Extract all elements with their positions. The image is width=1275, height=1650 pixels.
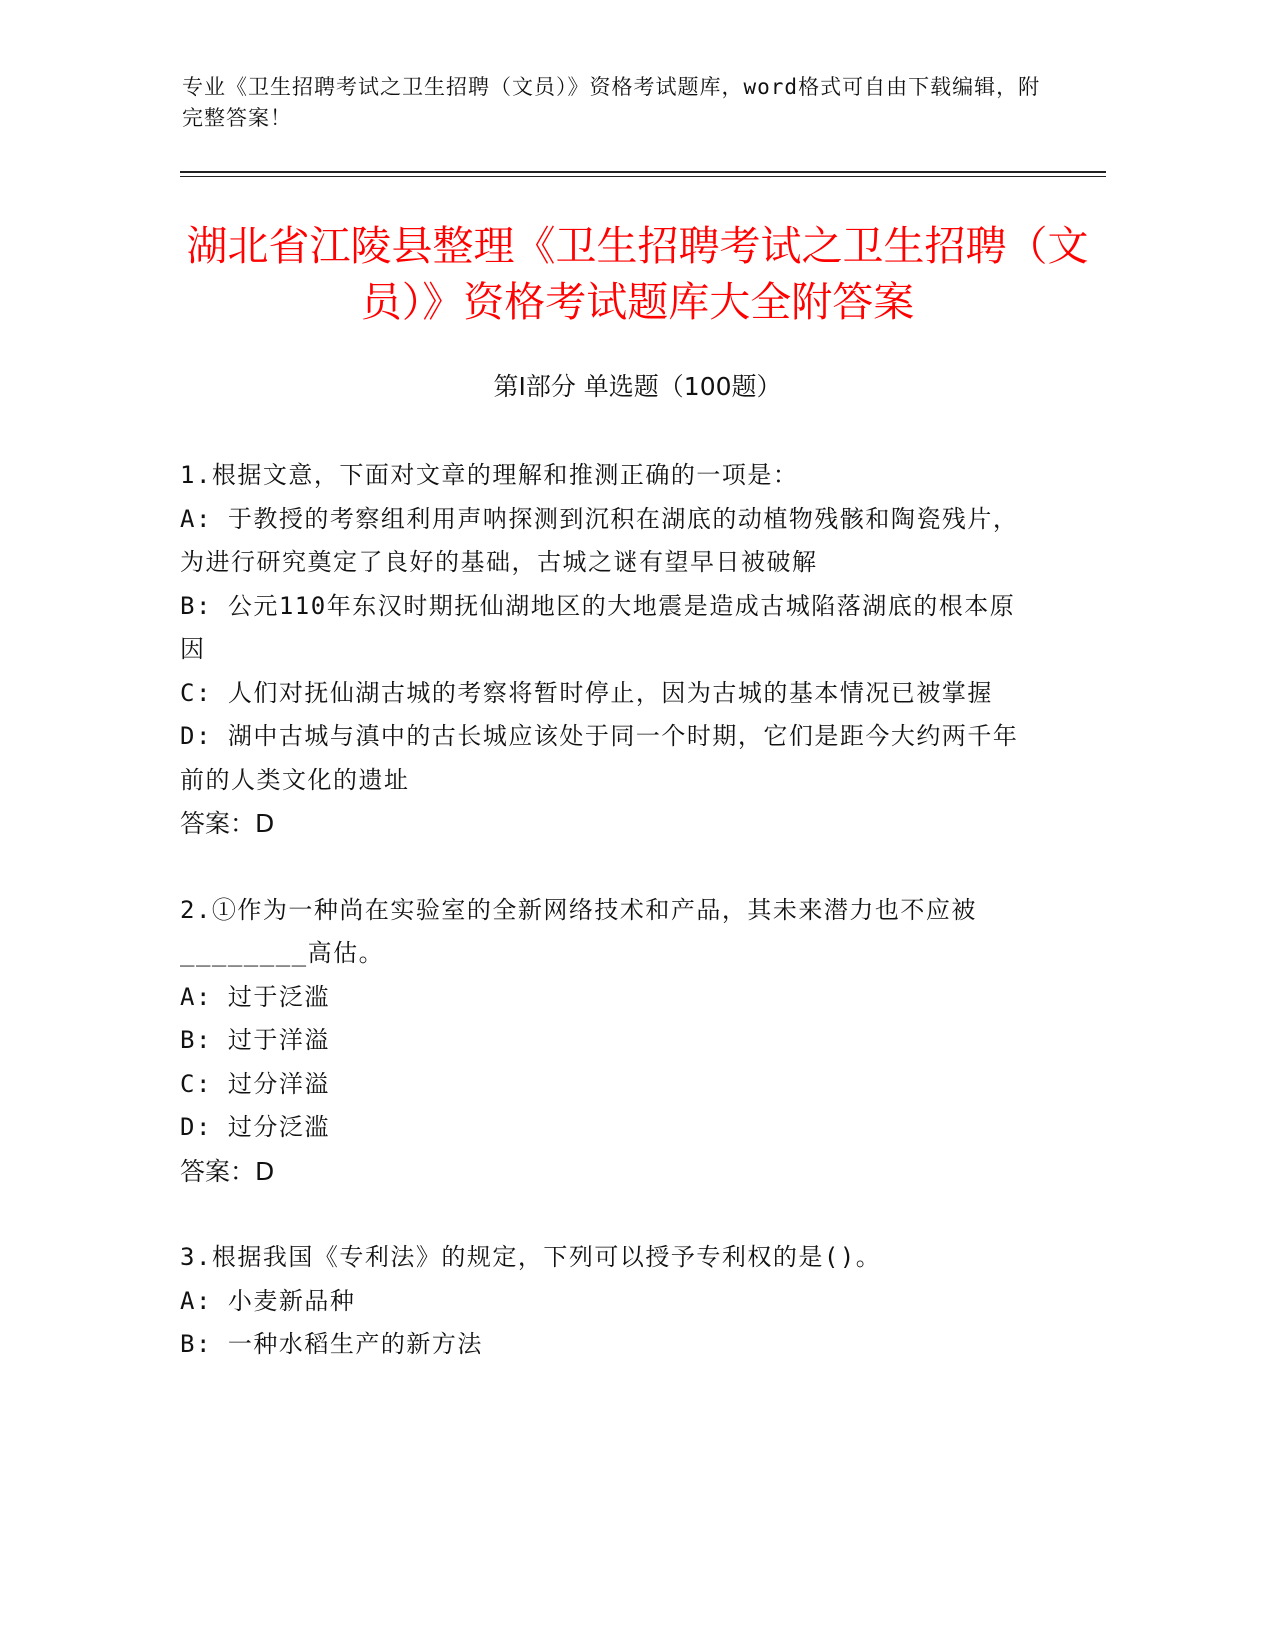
option-a: A: 于教授的考察组利用声呐探测到沉积在湖底的动植物残骸和陶瓷残片，为进行研究奠定了良好的基础，古城之谜有望早日被破解: [180, 504, 1019, 576]
question-1: [180, 454, 1030, 846]
section-heading: 第Ⅰ部分 单选题（100题）: [493, 372, 782, 401]
option-b: B: 过于洋溢: [180, 1026, 330, 1054]
option-c: C: 人们对抚仙湖古城的考察将暂时停止，因为古城的基本情况已被掌握: [180, 678, 993, 707]
header-note: 专业《卫生招聘考试之卫生招聘（文员）》资格考试题库，word格式可自由下载编辑，附完整答案！: [182, 75, 1041, 130]
question-stem: 1.根据文意，下面对文章的理解和推测正确的一项是：: [180, 461, 799, 489]
option-d: D: 湖中古城与滇中的古长城应该处于同一个时期，它们是距今大约两千年前的人类文化的遗址: [180, 722, 1019, 794]
option-b: B: 一种水稻生产的新方法: [180, 1330, 483, 1358]
option-a: A: 小麦新品种: [180, 1286, 356, 1315]
question-stem: 3.根据我国《专利法》的规定，下列可以授予专利权的是()。: [180, 1243, 882, 1271]
option-a: A: 过于泛滥: [180, 982, 330, 1011]
question-list: [180, 454, 1030, 1410]
option-d: D: 过分泛滥: [180, 1113, 330, 1141]
option-c: C: 过分洋溢: [180, 1069, 330, 1098]
question-stem: 2.①作为一种尚在实验室的全新网络技术和产品，其未来潜力也不应被________高估。: [180, 895, 977, 967]
header-divider-thick: [180, 171, 1106, 173]
header-divider-thin: [180, 176, 1106, 177]
question-2: [180, 889, 1030, 1194]
document-title: 湖北省江陵县整理《卫生招聘考试之卫生招聘（文员）》资格考试题库大全附答案: [186, 222, 1089, 326]
option-b: B: 公元110年东汉时期抚仙湖地区的大地震是造成古城陷落湖底的根本原因: [180, 591, 1016, 663]
answer-text: 答案：D: [180, 809, 275, 838]
question-3: [180, 1236, 1030, 1367]
answer-text: 答案：D: [180, 1156, 275, 1186]
